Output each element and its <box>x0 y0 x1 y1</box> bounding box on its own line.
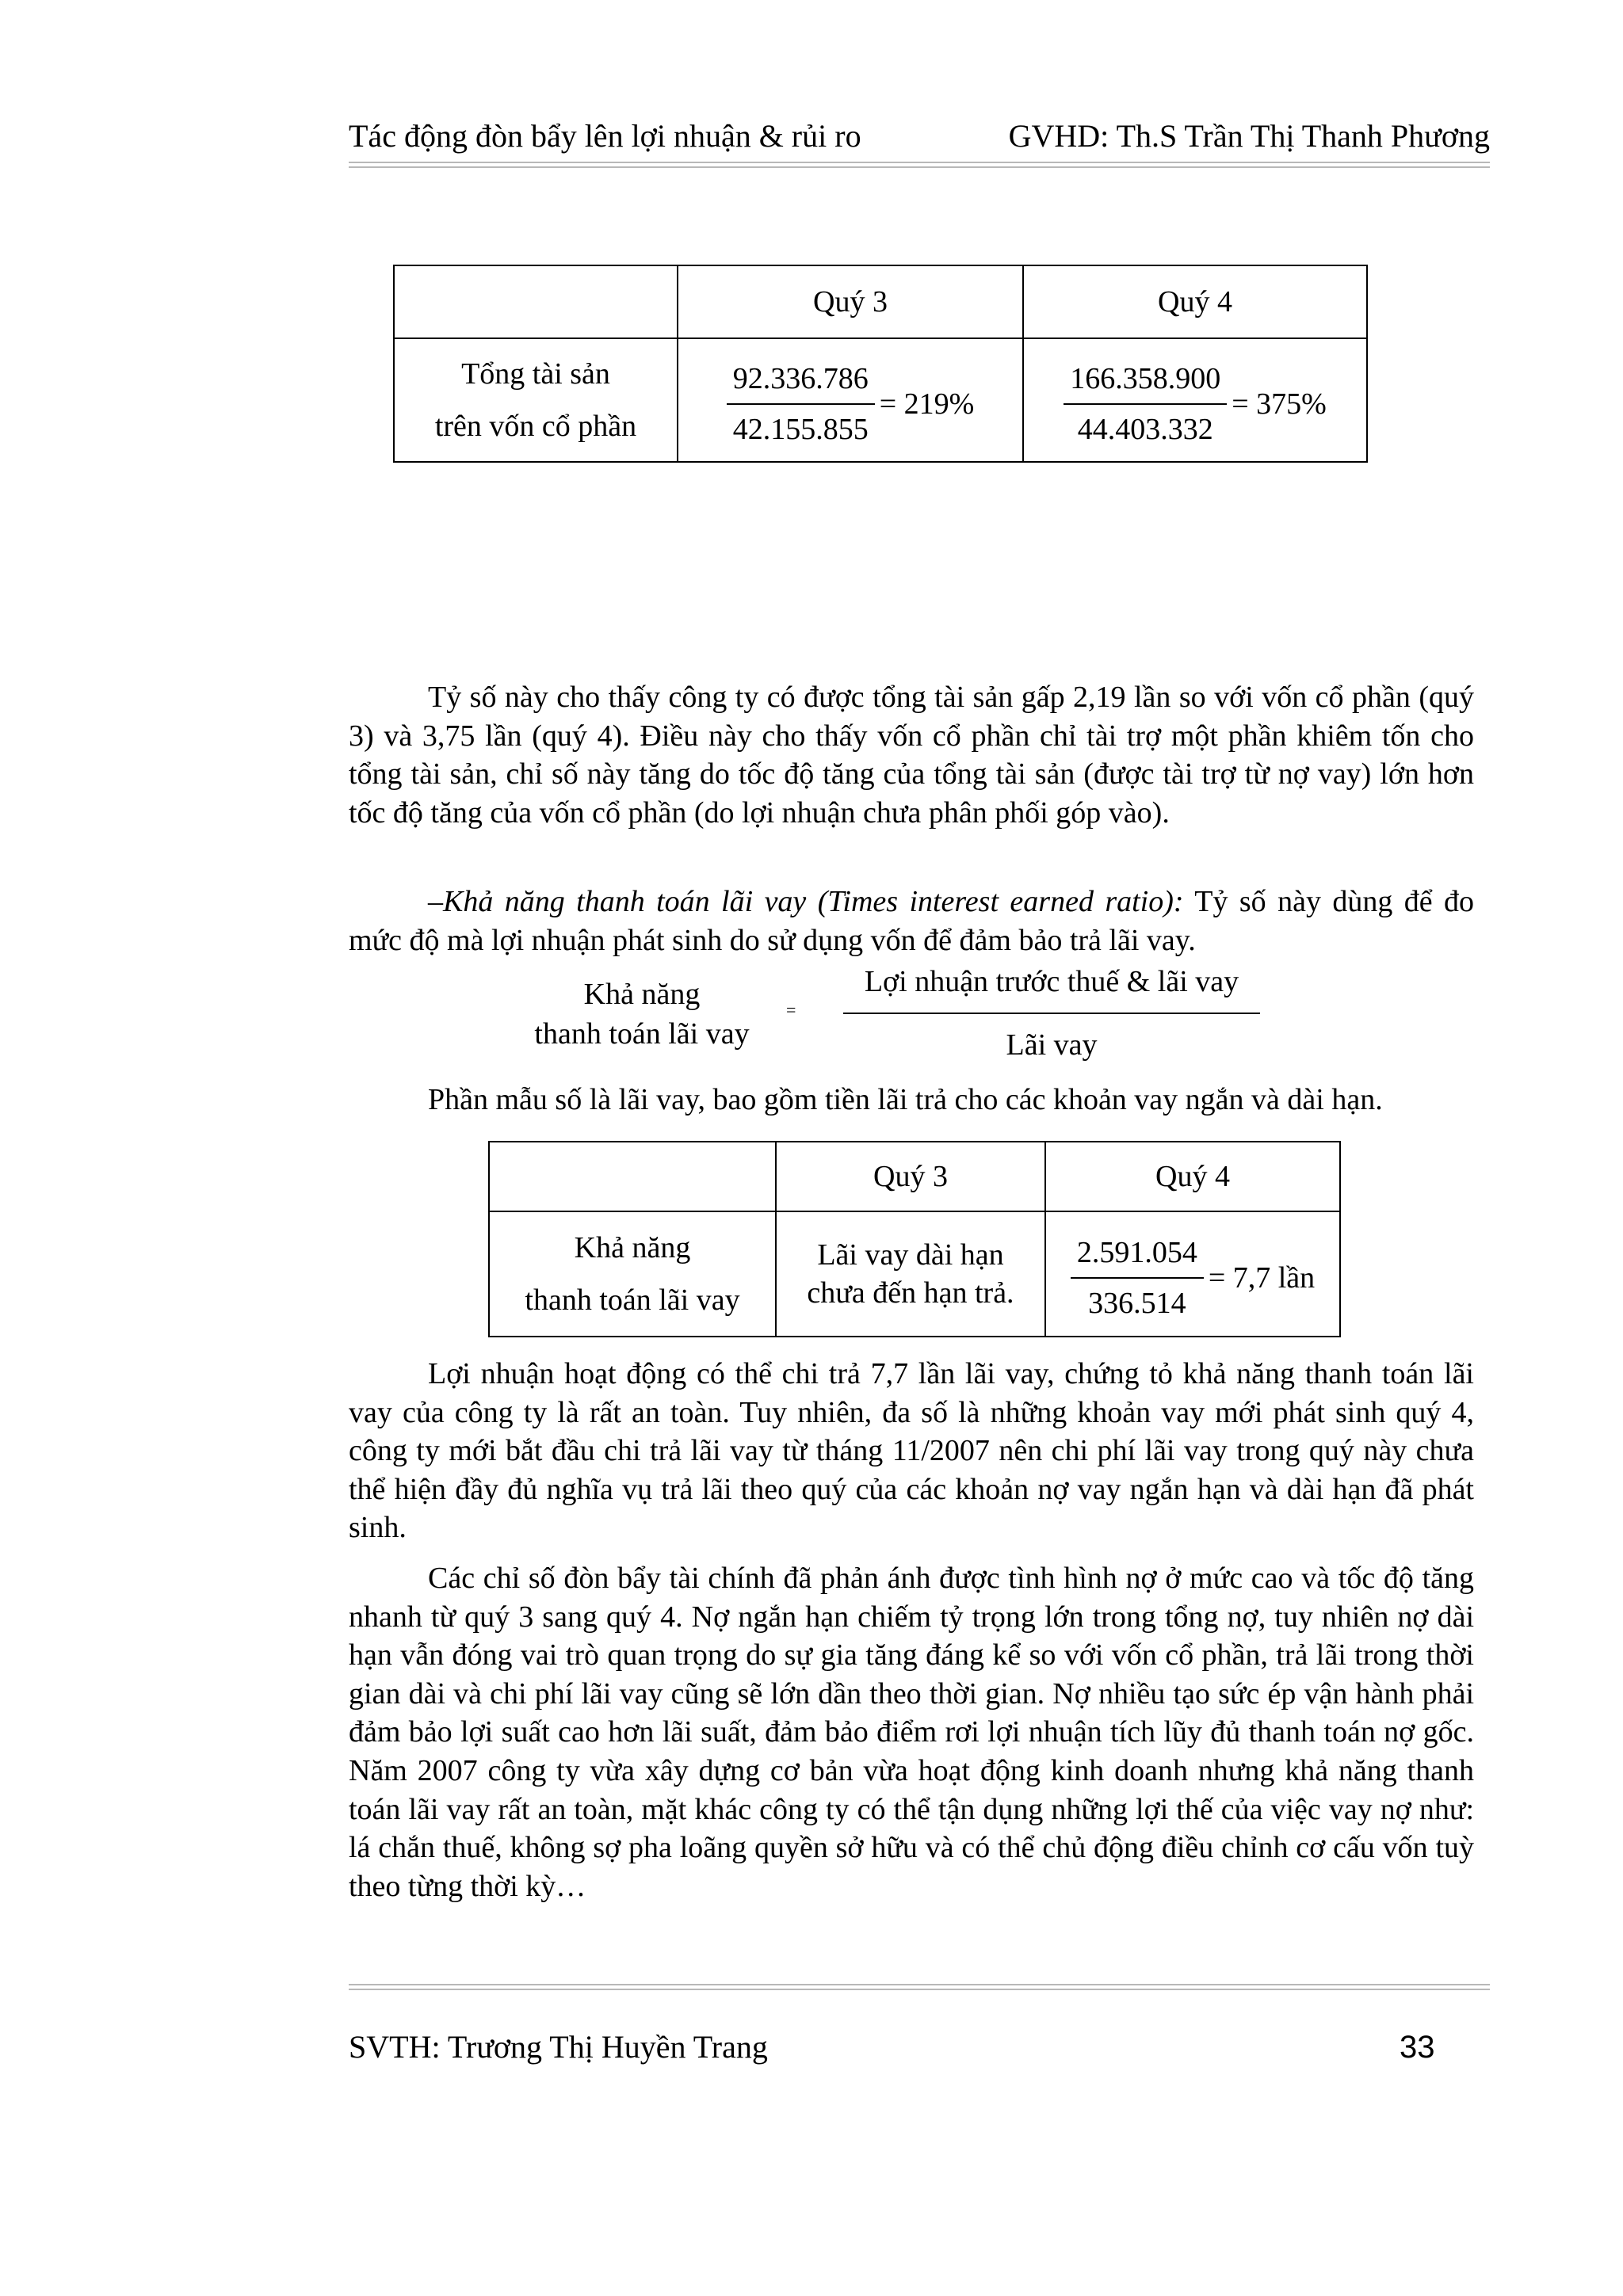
formula-fraction-bar <box>843 1013 1260 1014</box>
table2-q4-result: = 7,7 lần <box>1208 1261 1316 1295</box>
table2-empty-header-cell <box>489 1142 776 1211</box>
table1-header-q4: Quý 4 <box>1023 265 1367 338</box>
formula-numerator: Lợi nhuận trước thuế & lãi vay <box>864 965 1239 998</box>
footer-rule <box>349 1984 1490 1990</box>
table1-q4-result: = 375% <box>1232 387 1327 421</box>
table2-q4-cell <box>1045 1211 1340 1337</box>
table1-header-q3: Quý 3 <box>678 265 1023 338</box>
paragraph-5-text: Các chỉ số đòn bẩy tài chính đã phản ánh được tình hình nợ ở mức cao và tốc độ tăng nhanh từ quý 3 sang quý 4. Nợ ngắn hạn chiếm tỷ trọng lớn trong tổng nợ, tuy nhiên nợ dài hạn vẫn đóng vai trò quan trọng do sự gia tăng đáng kể so với vốn cổ phần, trả lãi trong thời gian dài và chi phí lãi vay cũng sẽ lớn dần theo thời gian. Nợ nhiều tạo sức ép vận hành phải đảm bảo lợi suất cao hơn lãi suất, đảm bảo điểm rơi lợi nhuận tích lũy đủ thanh toán nợ gốc. Năm 2007 công ty vừa xây dựng cơ bản vừa hoạt động kinh doanh nhưng khả năng thanh toán lãi vay rất an toàn, mặt khác công ty có thể tận dụng những lợi thế của việc vay nợ như: lá chắn thuế, không sợ pha loãng quyền sở hữu và có thể chủ động điều chỉnh cơ cấu vốn tuỳ theo từng thời kỳ… <box>349 1562 1474 1903</box>
table1-q3-cell <box>678 338 1023 462</box>
page-number: 33 <box>1400 2030 1435 2065</box>
paragraph-2-italic-term: –Khả năng thanh toán lãi vay (Times interest earned ratio): <box>428 885 1184 918</box>
table1-q4-denominator: 44.403.332 <box>1077 413 1213 446</box>
formula-lhs <box>507 974 777 1054</box>
table2-q3-cell <box>776 1211 1045 1337</box>
paragraph-denominator-note <box>349 1081 1474 1119</box>
paragraph-4-text: Lợi nhuận hoạt động có thể chi trả 7,7 lần lãi vay, chứng tỏ khả năng thanh toán lãi vay của công ty là rất an toàn. Tuy nhiên, đa số là những khoản vay mới phát sinh quý 4, công ty mới bắt đầu chi trả lãi vay từ tháng 11/2007 nên chi phí lãi vay trong quý này chưa thể hiện đầy đủ nghĩa vụ trả lãi theo quý của các khoản nợ vay ngắn hạn và dài hạn đã phát sinh. <box>349 1357 1474 1545</box>
paragraph-2-text: Tỷ số này dùng để đo mức độ mà lợi nhuận phát sinh do sử dụng vốn để đảm bảo trả lãi vay. <box>349 885 1475 957</box>
formula-lhs-line1: Khả năng <box>583 978 701 1011</box>
table1-row-label-line1: Tổng tài sản <box>461 357 610 391</box>
table1-row-label <box>394 338 678 462</box>
table1-q3-result: = 219% <box>879 387 975 421</box>
table1-q3-fraction <box>727 360 975 448</box>
header-left-title: Tác động đòn bẩy lên lợi nhuận & rủi ro <box>349 118 861 154</box>
paragraph-1-text: Tỷ số này cho thấy công ty có được tổng tài sản gấp 2,19 lần so với vốn cổ phần (quý 3) và 3,75 lần (quý 4). Điều này cho thấy vốn cổ phần chỉ tài trợ một phần khiêm tốn cho tổng tài sản, chỉ số này tăng do tốc độ tăng của tổng tài sản (được tài trợ từ nợ vay) lớn hơn tốc độ tăng của vốn cổ phần (do lợi nhuận chưa phân phối góp vào). <box>349 681 1474 830</box>
formula-equals-sign: = <box>786 1000 796 1020</box>
table1-row-label-line2: trên vốn cổ phần <box>434 410 637 443</box>
table1-empty-header-cell <box>394 265 678 338</box>
table2-row-label <box>489 1211 776 1337</box>
table2-row-label-line2: thanh toán lãi vay <box>525 1283 740 1317</box>
table2-q3-line1: Lãi vay dài hạn <box>817 1238 1004 1272</box>
table2-header-q3: Quý 3 <box>776 1142 1045 1211</box>
header-rule <box>349 162 1490 168</box>
table2-q4-fraction <box>1071 1234 1315 1322</box>
table1-q4-cell <box>1023 338 1367 462</box>
table2-q3-line2: chưa đến hạn trả. <box>807 1276 1014 1310</box>
table2-row-label-line1: Khả năng <box>574 1231 691 1264</box>
interest-coverage-table <box>488 1141 1341 1337</box>
leverage-table-assets-equity <box>393 265 1368 463</box>
table1-q3-numerator: 92.336.786 <box>727 360 875 405</box>
paragraph-3-text: Phần mẫu số là lãi vay, bao gồm tiền lãi trả cho các khoản vay ngắn và dài hạn. <box>428 1083 1383 1116</box>
table2-q4-denominator: 336.514 <box>1088 1287 1186 1320</box>
table2-q4-numerator: 2.591.054 <box>1071 1234 1204 1279</box>
formula-lhs-line2: thanh toán lãi vay <box>534 1017 750 1051</box>
table1-q4-fraction <box>1064 360 1327 448</box>
paragraph-assets-equity-analysis <box>349 678 1474 832</box>
paragraph-times-interest-earned <box>349 883 1474 959</box>
table1-q3-denominator: 42.155.855 <box>732 413 869 446</box>
paragraph-coverage-analysis <box>349 1355 1474 1547</box>
footer-student-name: SVTH: Trương Thị Huyền Trang <box>349 2029 768 2065</box>
table1-q4-numerator: 166.358.900 <box>1064 360 1227 405</box>
paragraph-leverage-conclusion <box>349 1559 1474 1905</box>
header-right-advisor: GVHD: Th.S Trần Thị Thanh Phương <box>1008 118 1490 154</box>
table2-header-q4: Quý 4 <box>1045 1142 1340 1211</box>
formula-denominator: Lãi vay <box>1006 1028 1098 1062</box>
